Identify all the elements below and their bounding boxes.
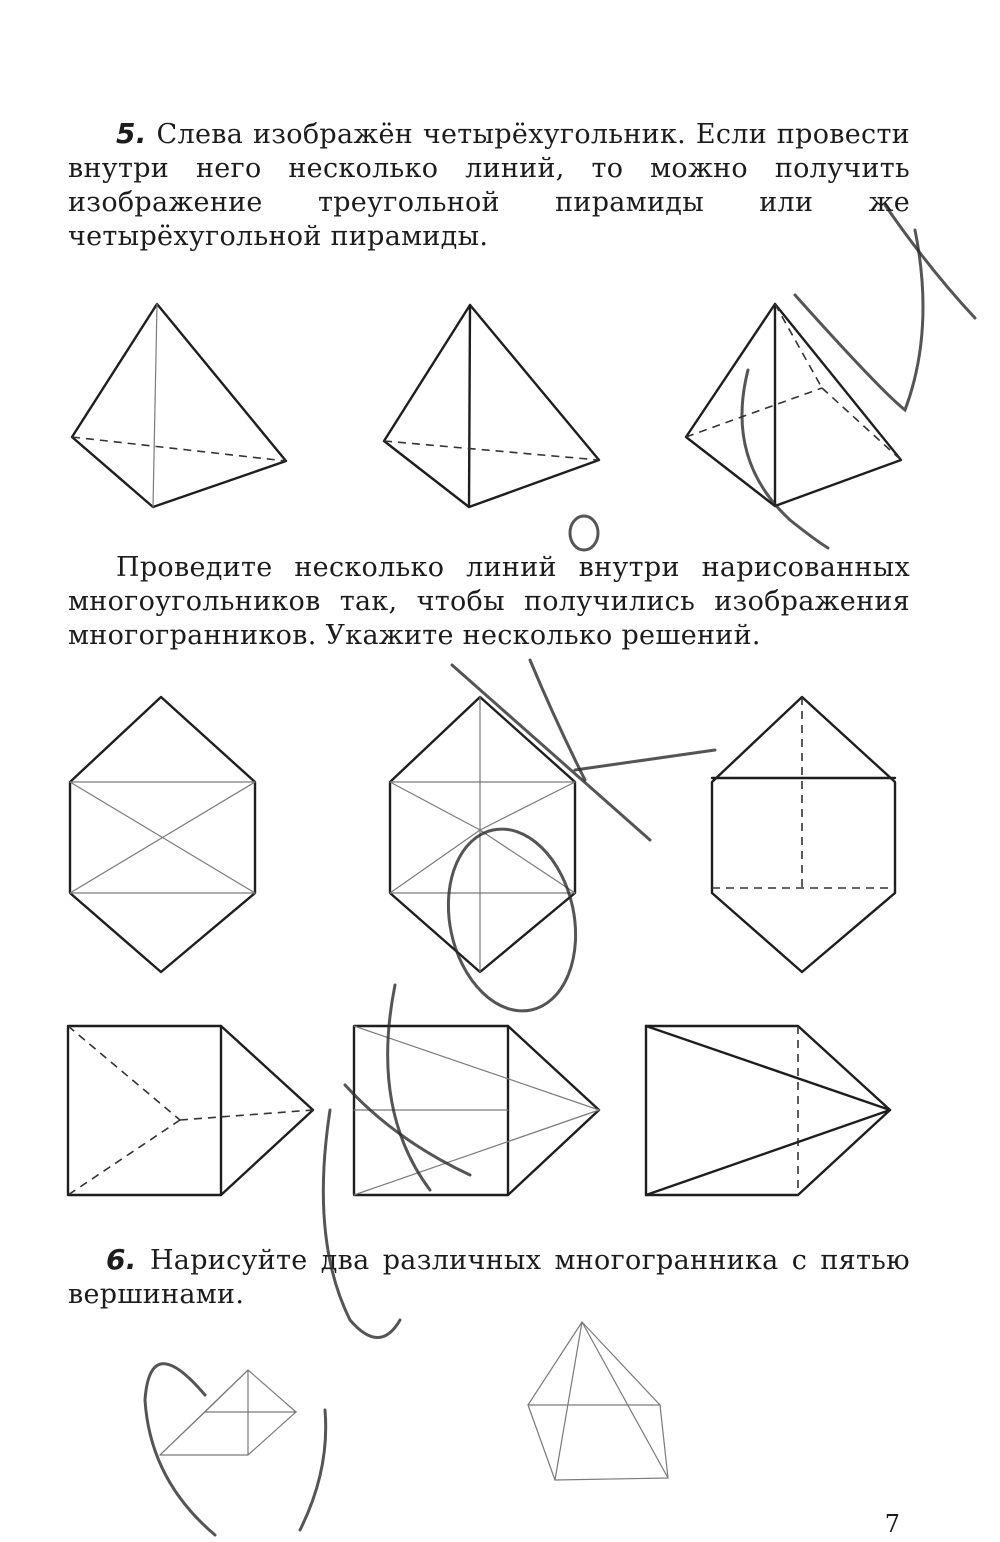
triangular-pyramid-figure [384,305,599,507]
hexagon-figure-3 [712,697,895,972]
task-5-instruction: Проведите несколько линий внутри нарисованных многоугольников так, чтобы получились изображения многогранников. Укажите несколько решений. [68,552,910,651]
hand-drawn-polyhedron-2 [528,1322,668,1480]
task-6-number: 6. [106,1243,137,1276]
task-5-text: Слева изображён четырёхугольник. Если провести внутри него несколько линий, то можно получить изображение треугольной пирамиды или же четырёхугольной пирамиды. [68,119,910,252]
task-6-text: Нарисуйте два различных многогранника с пятью вершинами. [68,1245,910,1310]
pentagon-figure-1 [68,1026,313,1195]
task-5-number: 5. [116,117,147,150]
hand-drawn-polyhedron-1 [160,1370,296,1455]
quadrilateral-pyramid-figure [686,304,901,506]
hexagon-figure-1 [70,697,255,972]
pen-scribbles [145,205,975,1535]
page-number: 7 [884,1510,900,1538]
pentagon-figure-3 [646,1026,890,1195]
quadrilateral-figure [72,304,286,507]
pentagon-figure-2 [354,1026,599,1195]
